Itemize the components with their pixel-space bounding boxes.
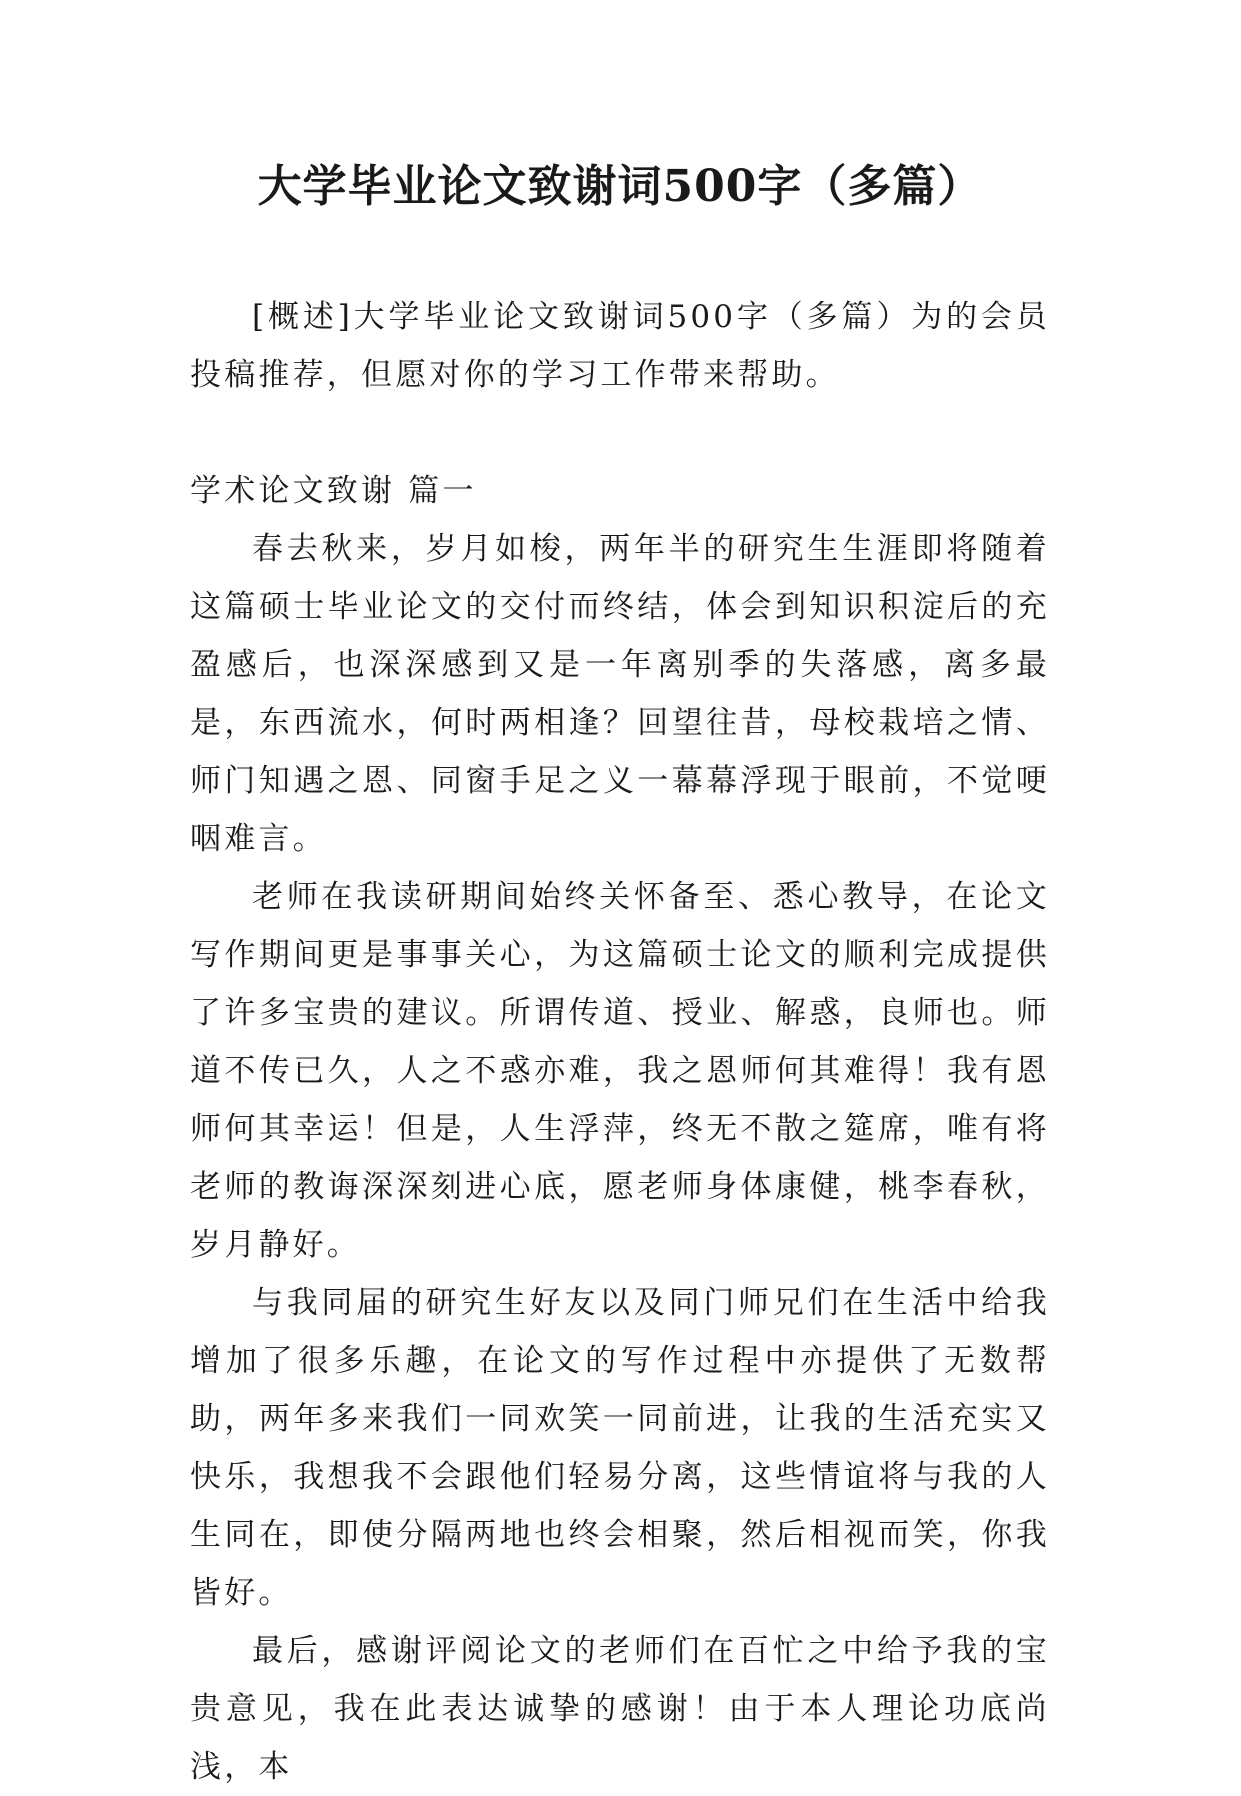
summary-paragraph: [概述]大学毕业论文致谢词500字（多篇）为的会员投稿推荐，但愿对你的学习工作带来帮助。: [190, 299, 1050, 393]
document-body: [190, 462, 1050, 1796]
body-paragraph: 与我同届的研究生好友以及同门师兄们在生活中给我增加了很多乐趣，在论文的写作过程中亦提供了无数帮助，两年多来我们一同欢笑一同前进，让我的生活充实又快乐，我想我不会跟他们轻易分离，这些情谊将与我的人生同在，即使分隔两地也终会相聚，然后相视而笑，你我皆好。: [190, 1285, 1050, 1611]
body-paragraph: 最后，感谢评阅论文的老师们在百忙之中给予我的宝贵意见，我在此表达诚挚的感谢！由于本人理论功底尚浅，本: [190, 1633, 1050, 1785]
section-heading: 学术论文致谢 篇一: [190, 473, 477, 509]
body-paragraph: 春去秋来，岁月如梭，两年半的研究生生涯即将随着这篇硕士毕业论文的交付而终结，体会到知识积淀后的充盈感后，也深深感到又是一年离别季的失落感，离多最是，东西流水，何时两相逢？回望往昔，母校栽培之情、师门知遇之恩、同窗手足之义一幕幕浮现于眼前，不觉哽咽难言。: [190, 531, 1050, 857]
body-paragraph: 老师在我读研期间始终关怀备至、悉心教导，在论文写作期间更是事事关心，为这篇硕士论文的顺利完成提供了许多宝贵的建议。所谓传道、授业、解惑，良师也。师道不传已久，人之不惑亦难，我之恩师何其难得！我有恩师何其幸运！但是，人生浮萍，终无不散之筵席，唯有将老师的教诲深深刻进心底，愿老师身体康健，桃李春秋，岁月静好。: [190, 879, 1050, 1263]
document-title: 大学毕业论文致谢词500字（多篇）: [257, 161, 983, 212]
